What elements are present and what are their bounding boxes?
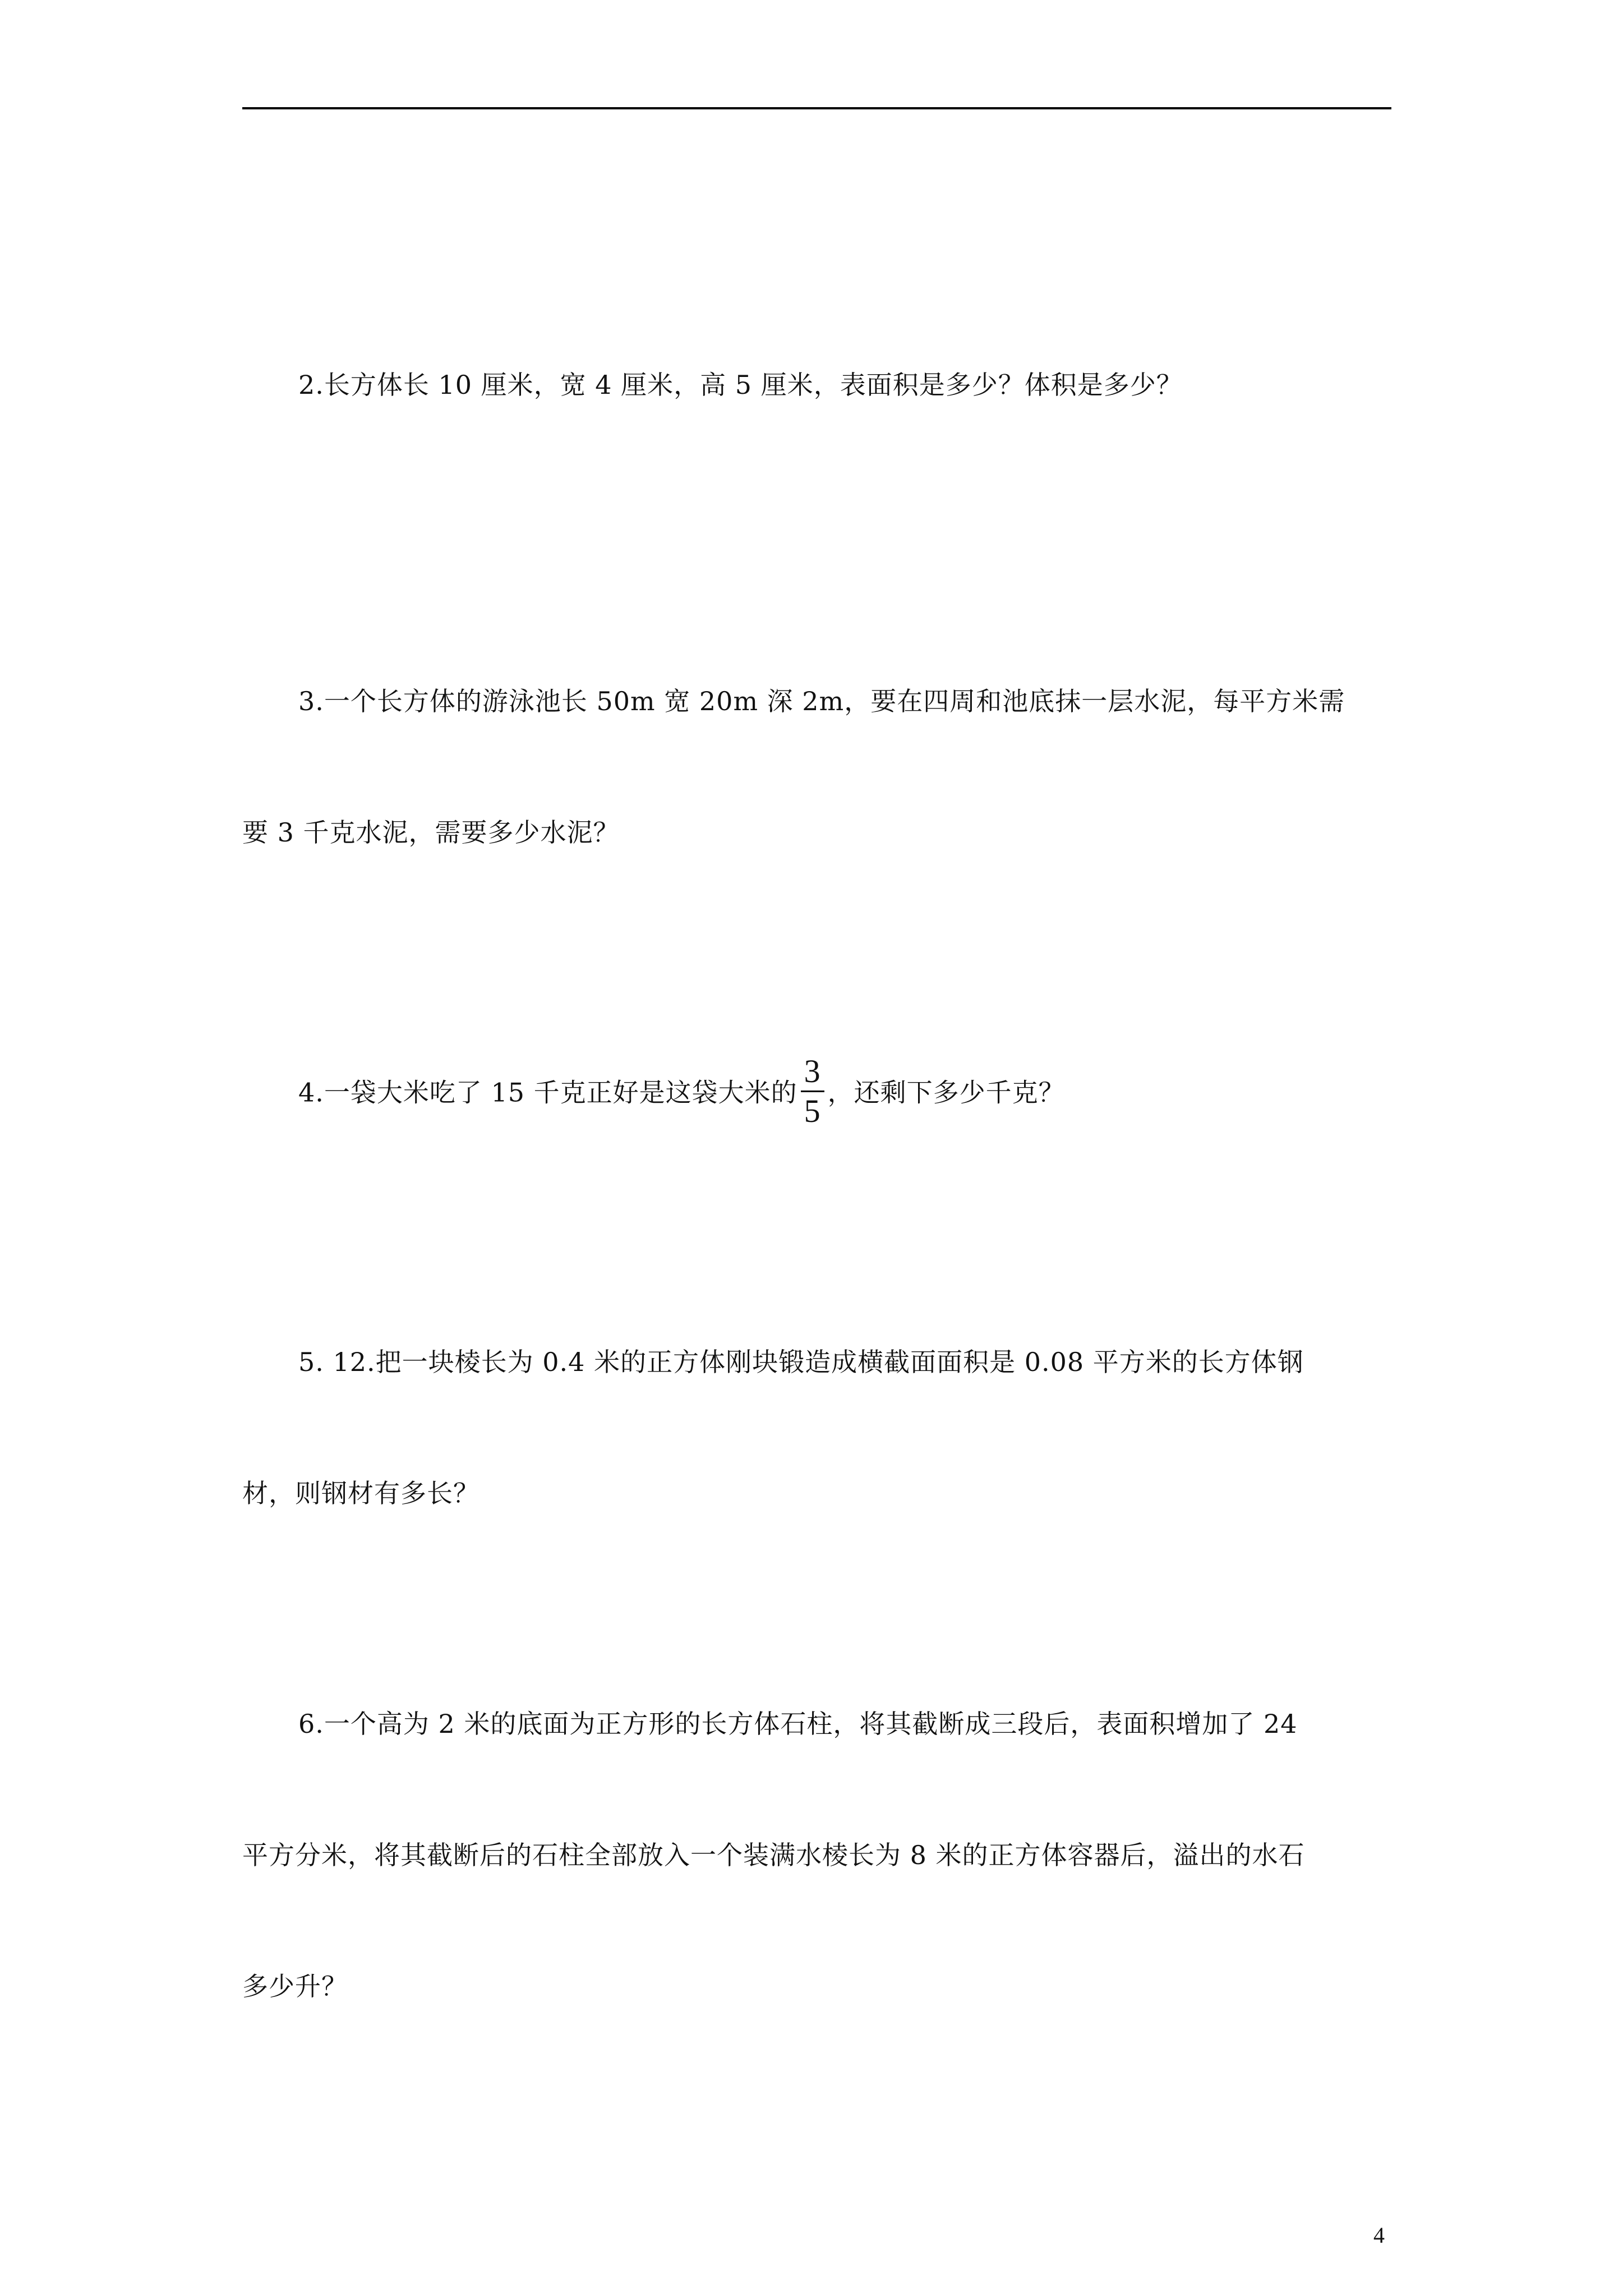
question-4-line-1 <box>242 1053 1391 1131</box>
question-3-line-2: 要 3 千克水泥，需要多少水泥？ <box>242 817 620 848</box>
question-6-line-1: 6.一个高为 2 米的底面为正方形的长方体石柱，将其截断成三段后，表面积增加了 24 <box>298 1709 1298 1739</box>
question-2-line-1: 2.长方体长 10 厘米，宽 4 厘米，高 5 厘米，表面积是多少？体积是多少？ <box>298 370 1183 400</box>
fraction-numerator: 3 <box>804 1053 821 1089</box>
question-5-line-2: 材，则钢材有多长？ <box>242 1478 479 1508</box>
fraction-bar <box>801 1091 824 1092</box>
question-3-line-1: 3.一个长方体的游泳池长 50m 宽 20m 深 2m，要在四周和池底抹一层水泥，每平方米需 <box>298 686 1345 716</box>
question-6-line-3: 多少升？ <box>242 1971 348 2001</box>
question-4-text-after: ，还剩下多少千克？ <box>827 1077 1065 1108</box>
fraction-denominator: 5 <box>804 1093 821 1129</box>
fraction <box>801 1055 824 1128</box>
question-6 <box>242 1614 1391 2052</box>
question-5-line-1: 5. 12.把一块棱长为 0.4 米的正方体刚块锻造成横截面面积是 0.08 平方米的长方体钢 <box>298 1347 1304 1377</box>
header-rule <box>242 107 1391 109</box>
question-5 <box>242 1253 1391 1559</box>
question-2 <box>242 275 1391 450</box>
question-3 <box>242 592 1391 898</box>
question-4-text-before: 4.一袋大米吃了 15 千克正好是这袋大米的 <box>298 1077 797 1108</box>
page-number: 4 <box>1373 2223 1385 2248</box>
question-6-line-2: 平方分米，将其截断后的石柱全部放入一个装满水棱长为 8 米的正方体容器后，溢出的水石 <box>242 1840 1305 1870</box>
question-4 <box>242 970 1391 1175</box>
